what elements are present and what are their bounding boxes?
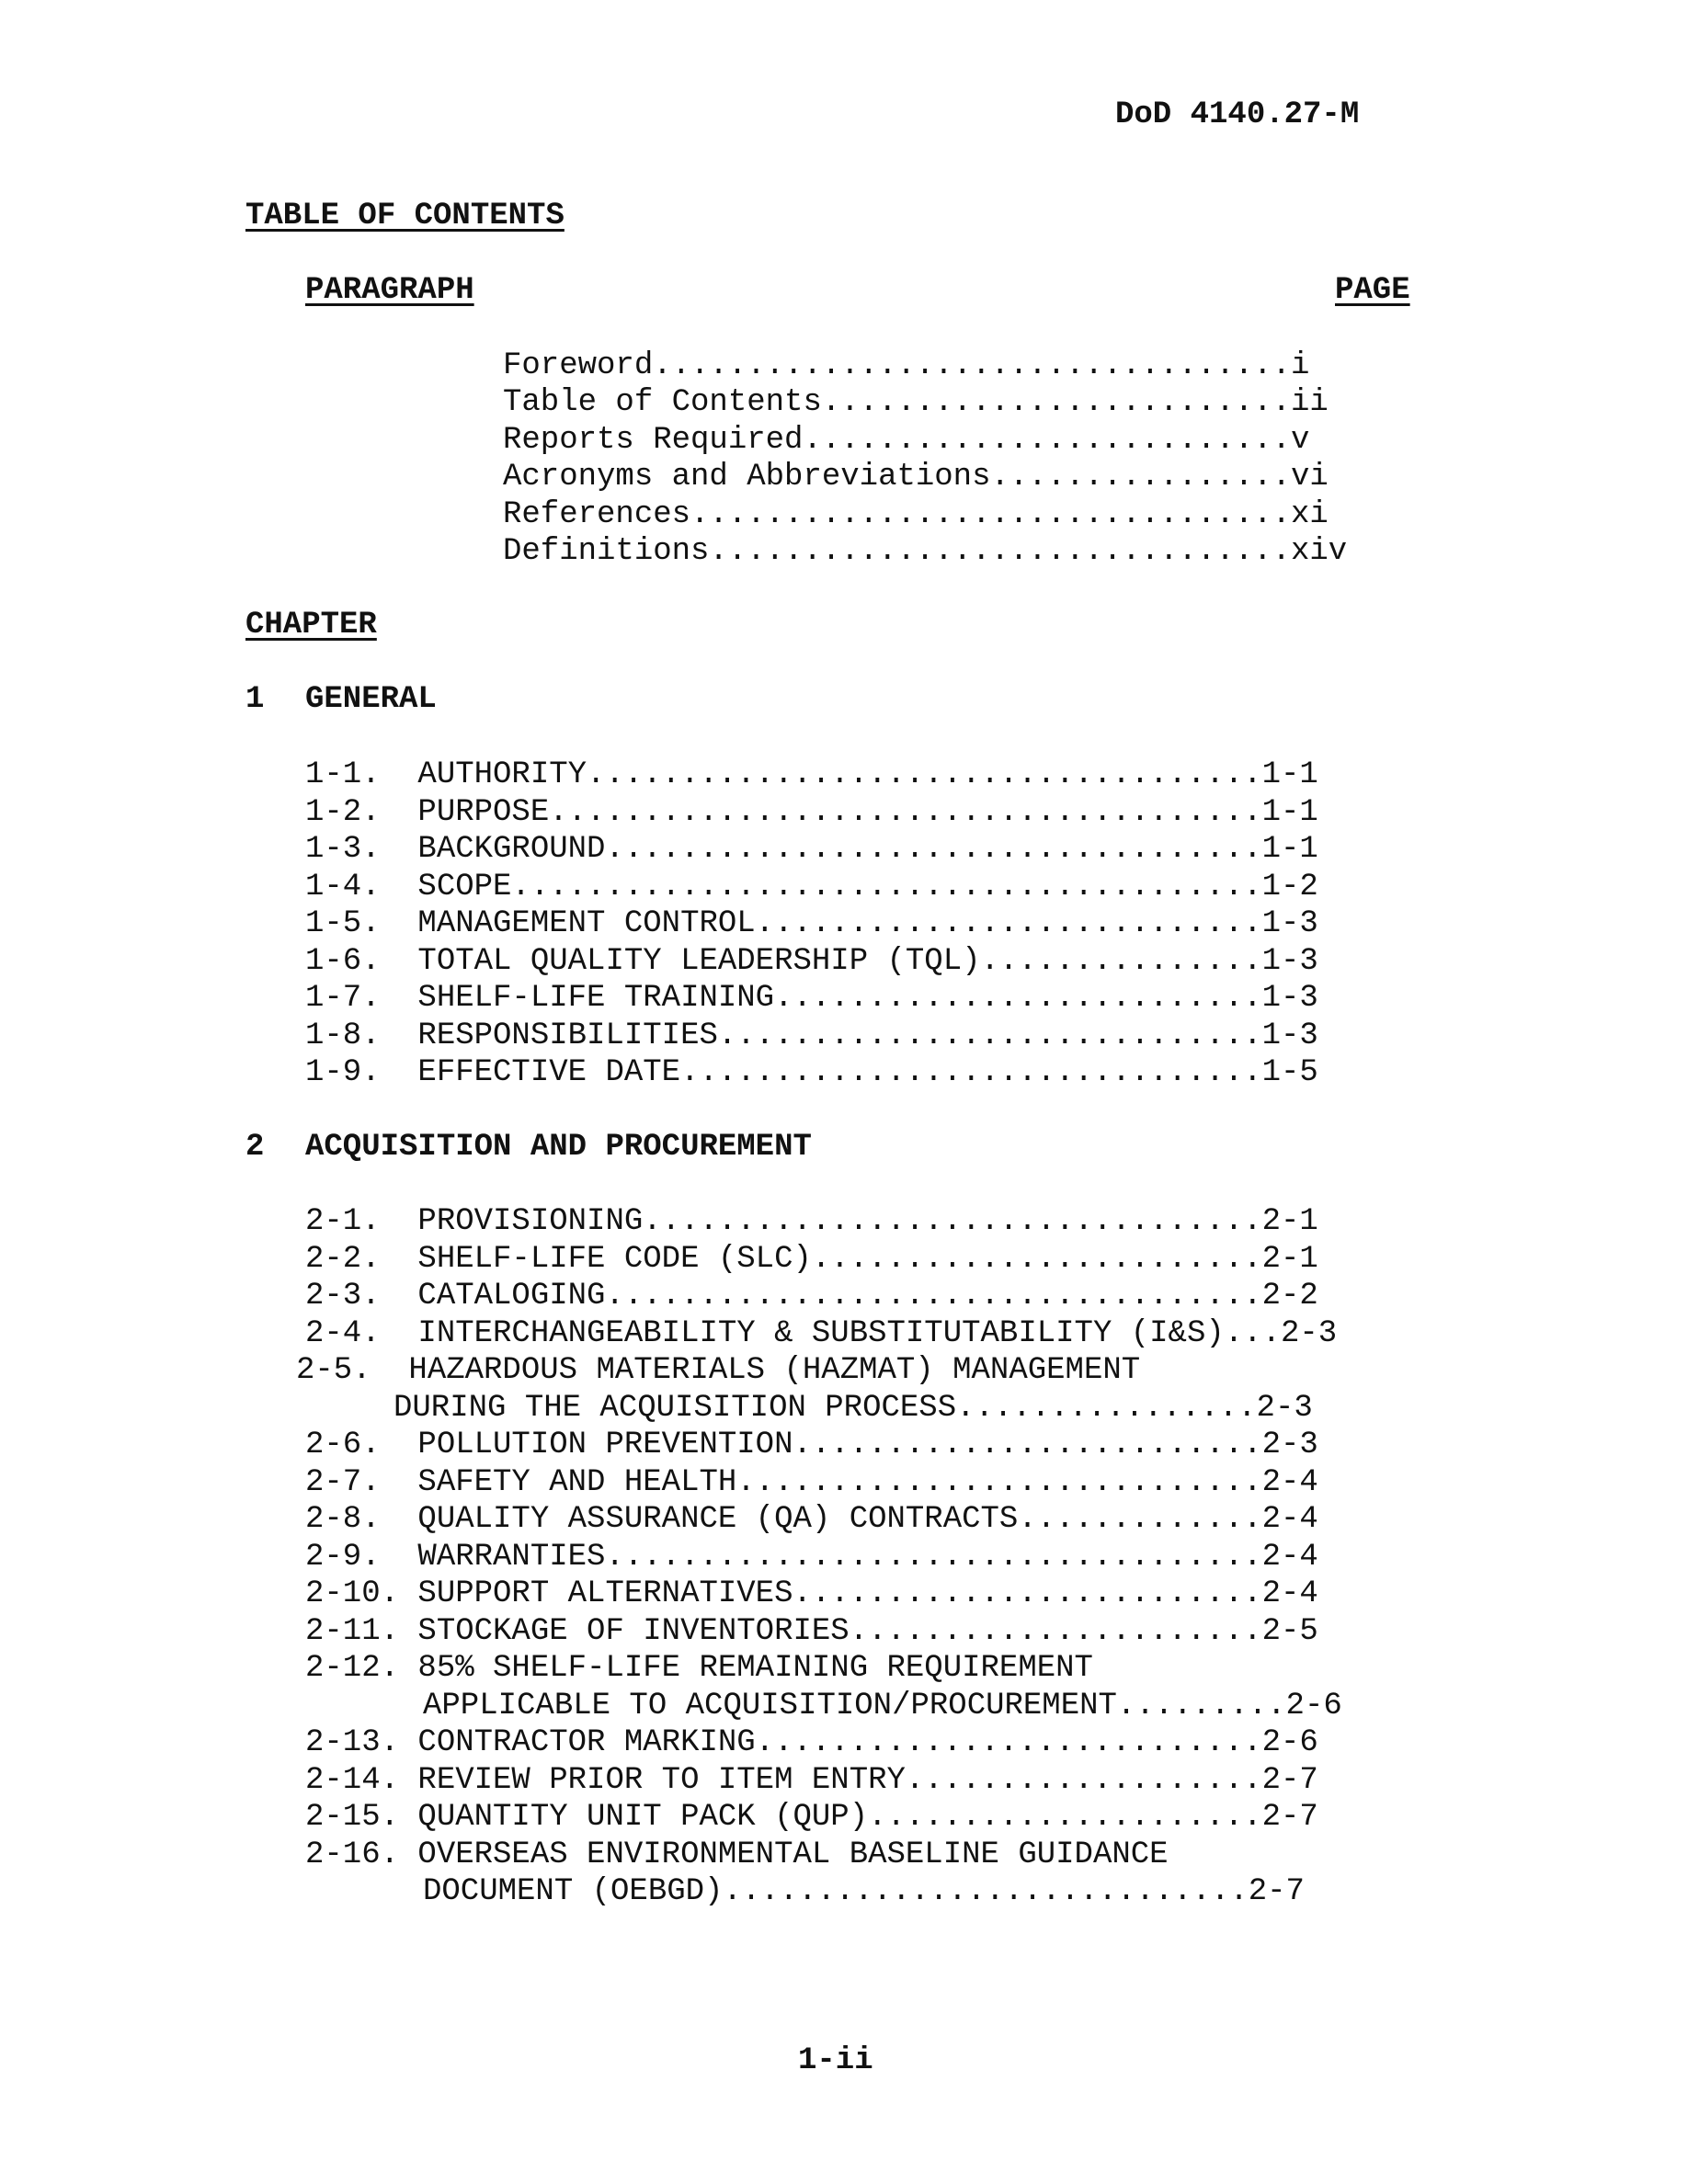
front-matter-entry: Acronyms and Abbreviations................vi: [503, 460, 1329, 495]
front-matter-entry: References................................xi: [503, 497, 1329, 532]
toc-entry: 2-15. QUANTITY UNIT PACK (QUP).....................2-7: [305, 1800, 1318, 1835]
toc-entry: 1-6. TOTAL QUALITY LEADERSHIP (TQL)...............1-3: [305, 944, 1318, 979]
page-number: 1-ii: [798, 2043, 873, 2078]
front-matter-entry: Foreword..................................i: [503, 348, 1310, 383]
chapter-number: 2: [245, 1130, 265, 1165]
toc-entry-continuation: APPLICABLE TO ACQUISITION/PROCUREMENT.........2-6: [423, 1689, 1342, 1723]
page-column-header: PAGE: [1335, 273, 1410, 308]
paragraph-column-header: PARAGRAPH: [305, 273, 474, 308]
toc-entry: 1-9. EFFECTIVE DATE...............................1-5: [305, 1055, 1318, 1090]
toc-entry: 1-1. AUTHORITY....................................1-1: [305, 757, 1318, 792]
front-matter-entry: Table of Contents.........................ii: [503, 385, 1329, 420]
toc-entry: 2-6. POLLUTION PREVENTION.........................2-3: [305, 1428, 1318, 1462]
document-id: DoD 4140.27-M: [1115, 97, 1360, 132]
front-matter-entry: Definitions...............................xiv: [503, 534, 1348, 569]
toc-entry: 2-7. SAFETY AND HEALTH............................2-4: [305, 1465, 1318, 1500]
toc-entry: 2-2. SHELF-LIFE CODE (SLC)........................2-1: [305, 1242, 1318, 1277]
toc-entry: 2-10. SUPPORT ALTERNATIVES.........................2-4: [305, 1576, 1318, 1611]
toc-entry: 1-3. BACKGROUND...................................1-1: [305, 832, 1318, 867]
toc-entry: 1-2. PURPOSE......................................1-1: [305, 795, 1318, 830]
chapter-title: ACQUISITION AND PROCUREMENT: [305, 1130, 812, 1165]
toc-entry: 2-1. PROVISIONING.................................2-1: [305, 1204, 1318, 1239]
front-matter-entry: Reports Required..........................v: [503, 423, 1310, 458]
toc-entry: 2-12. 85% SHELF-LIFE REMAINING REQUIREMENT: [305, 1651, 1093, 1686]
toc-entry: 2-8. QUALITY ASSURANCE (QA) CONTRACTS.............2-4: [305, 1502, 1318, 1537]
toc-entry: 2-3. CATALOGING...................................2-2: [305, 1279, 1318, 1314]
toc-entry-continuation: DOCUMENT (OEBGD)............................2-7: [423, 1874, 1305, 1909]
toc-title: TABLE OF CONTENTS: [245, 199, 565, 233]
chapter-number: 1: [245, 682, 265, 717]
toc-entry: 1-4. SCOPE........................................1-2: [305, 870, 1318, 904]
chapter-title: GENERAL: [305, 682, 437, 717]
toc-entry: 2-5. HAZARDOUS MATERIALS (HAZMAT) MANAGEMENT: [296, 1353, 1141, 1388]
toc-entry: 2-11. STOCKAGE OF INVENTORIES......................2-5: [305, 1614, 1318, 1649]
toc-entry: 1-8. RESPONSIBILITIES.............................1-3: [305, 1018, 1318, 1053]
toc-entry: 1-5. MANAGEMENT CONTROL...........................1-3: [305, 906, 1318, 941]
chapter-heading: CHAPTER: [245, 608, 377, 643]
toc-entry-continuation: DURING THE ACQUISITION PROCESS................2-3: [393, 1391, 1313, 1426]
toc-entry: 2-4. INTERCHANGEABILITY & SUBSTITUTABILITY (I&S)...2-3: [305, 1316, 1338, 1351]
toc-entry: 2-9. WARRANTIES...................................2-4: [305, 1540, 1318, 1575]
toc-entry: 2-13. CONTRACTOR MARKING...........................2-6: [305, 1725, 1318, 1760]
toc-entry: 2-16. OVERSEAS ENVIRONMENTAL BASELINE GUIDANCE: [305, 1837, 1169, 1872]
toc-entry: 1-7. SHELF-LIFE TRAINING..........................1-3: [305, 981, 1318, 1016]
toc-entry: 2-14. REVIEW PRIOR TO ITEM ENTRY...................2-7: [305, 1763, 1318, 1798]
